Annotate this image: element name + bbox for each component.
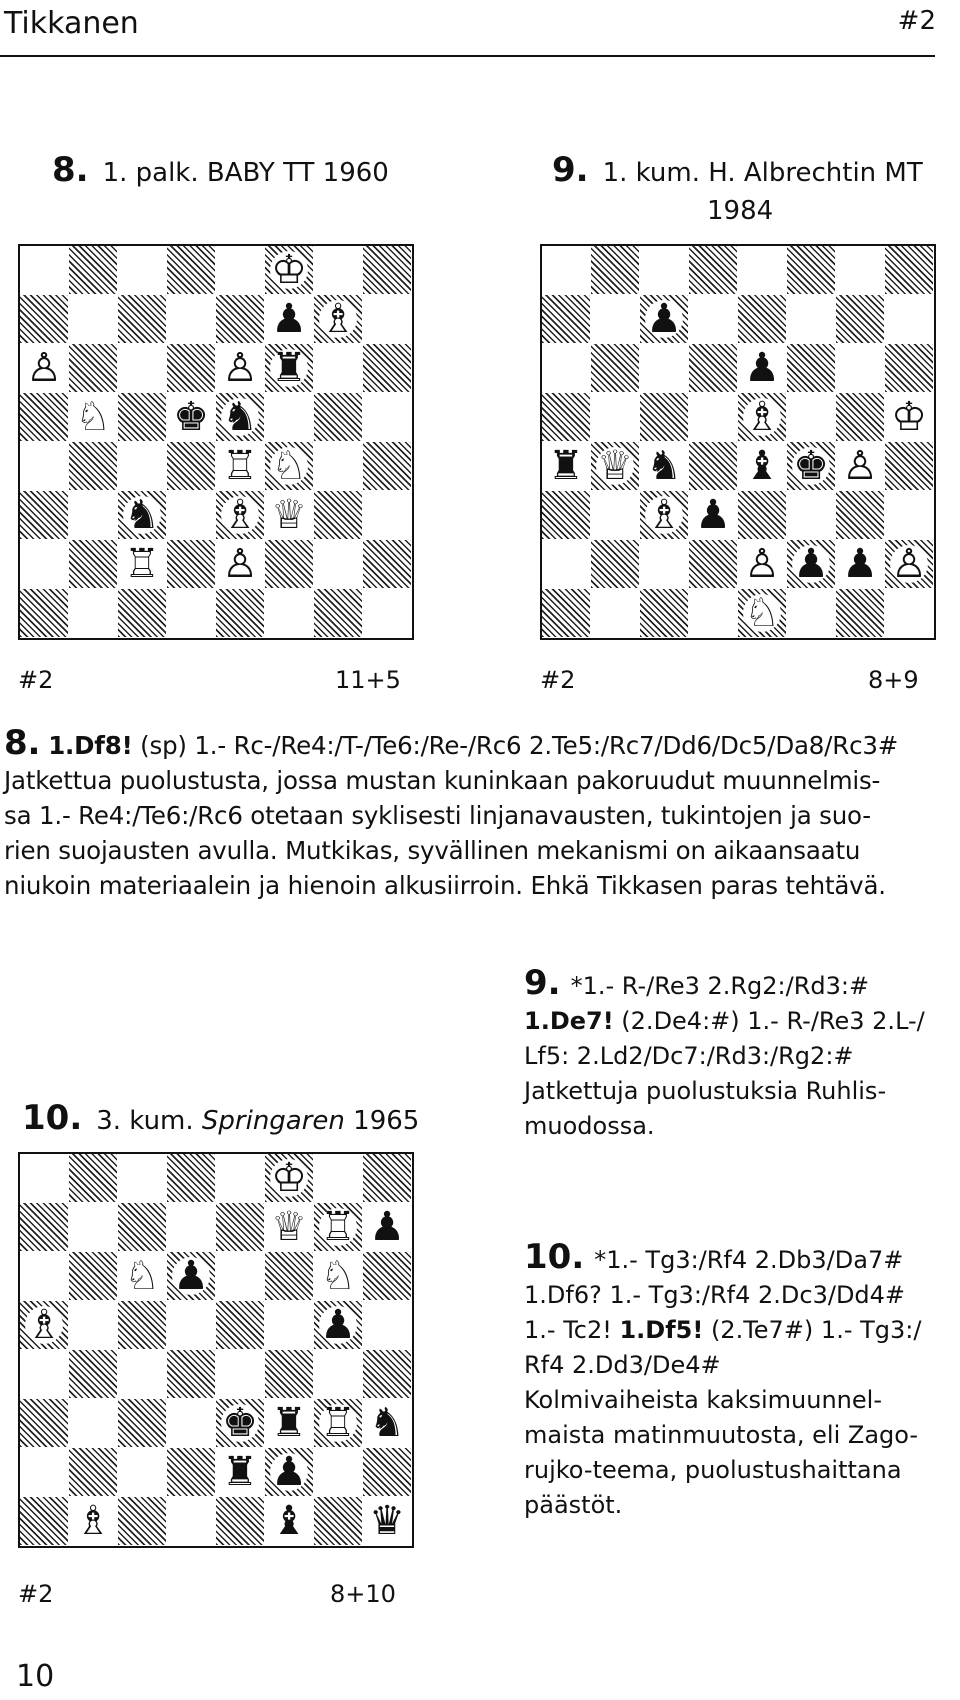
white-knight-icon: ♘ [320, 1253, 356, 1299]
solution-8-line2: Jatkettua puolustusta, jossa mustan kuninkaan pakoruudut muunnelmis- [4, 766, 881, 795]
board-square [118, 393, 166, 441]
solution-10-key: 1.Df5! [619, 1316, 704, 1344]
header-rule [0, 55, 935, 57]
solution-10-line6: maista matinmuutosta, eli Zago- [524, 1421, 919, 1449]
problem-10-award-prefix: 3. kum. [96, 1106, 194, 1136]
solution-8-line1-text: (sp) 1.- Rc-/Re4:/T-/Te6:/Re-/Rc6 2.Te5:/Rc7/Dd6/Dc5/Da8/Rc3# [132, 731, 899, 760]
board-square [640, 246, 688, 294]
white-knight-icon: ♘ [744, 590, 780, 636]
board-square [167, 491, 215, 539]
board-square [885, 295, 933, 343]
solution-8-key: 1.Df8! [48, 731, 133, 760]
board-square [118, 246, 166, 294]
solution-8-number: 8. [4, 723, 41, 763]
white-queen-icon: ♕ [271, 492, 307, 538]
black-queen-icon: ♛ [369, 1498, 405, 1544]
board-square [118, 1154, 166, 1202]
board-square [167, 1448, 215, 1496]
white-pawn-icon: ♙ [222, 345, 258, 391]
board-square [216, 1252, 264, 1300]
board-square [20, 1203, 68, 1251]
black-king-icon: ♚ [222, 1400, 258, 1446]
board-square [20, 1497, 68, 1545]
board-square [167, 246, 215, 294]
white-rook-icon: ♖ [222, 443, 258, 489]
board-square [118, 1497, 166, 1545]
solution-10-line1 [524, 1237, 936, 1278]
board-square [69, 589, 117, 637]
board-square [118, 295, 166, 343]
board-square [542, 295, 590, 343]
solution-10-number: 10. [524, 1237, 585, 1277]
board-square [314, 589, 362, 637]
solution-8-line3: sa 1.- Re4:/Te6:/Rc6 otetaan syklisesti linjanavausten, tukintojen ja suo- [4, 801, 871, 830]
board-square [69, 1350, 117, 1398]
board-square [689, 246, 737, 294]
black-pawn-icon: ♟ [646, 296, 682, 342]
board-square [640, 393, 688, 441]
problem-9-award: 1. kum. H. Albrechtin MT [602, 158, 923, 188]
board-square [836, 589, 884, 637]
board-square [689, 540, 737, 588]
board-square [20, 1399, 68, 1447]
chessboard-problem-8 [18, 244, 414, 640]
board-square [314, 442, 362, 490]
white-bishop-icon: ♗ [646, 492, 682, 538]
board-square [69, 1203, 117, 1251]
white-knight-icon: ♘ [75, 394, 111, 440]
board-square [69, 1252, 117, 1300]
board-square [69, 1448, 117, 1496]
black-pawn-icon: ♟ [271, 296, 307, 342]
solution-8-line5: niukoin materiaalein ja hienoin alkusiirroin. Ehkä Tikkasen paras tehtävä. [4, 871, 886, 900]
board-square [363, 295, 411, 343]
white-king-icon: ♔ [271, 247, 307, 293]
black-pawn-icon: ♟ [320, 1302, 356, 1348]
board-square [167, 540, 215, 588]
board-square [167, 1154, 215, 1202]
problem-9-number: 9. [552, 150, 589, 190]
board-square [591, 344, 639, 392]
white-pawn-icon: ♙ [842, 443, 878, 489]
board-square [167, 442, 215, 490]
board-square [542, 589, 590, 637]
board-square [118, 1399, 166, 1447]
board-square [216, 1350, 264, 1398]
board-square [216, 1301, 264, 1349]
board-square [363, 1252, 411, 1300]
problem-10-material: 8+10 [330, 1580, 396, 1608]
board-square [591, 393, 639, 441]
solution-10-line3 [524, 1313, 936, 1348]
white-pawn-icon: ♙ [744, 541, 780, 587]
board-square [689, 442, 737, 490]
board-square [314, 540, 362, 588]
white-bishop-icon: ♗ [320, 296, 356, 342]
board-square [640, 344, 688, 392]
board-square [640, 540, 688, 588]
black-rook-icon: ♜ [271, 345, 307, 391]
board-square [542, 491, 590, 539]
board-square [787, 295, 835, 343]
black-pawn-icon: ♟ [173, 1253, 209, 1299]
board-square [118, 1448, 166, 1496]
board-square [363, 589, 411, 637]
board-square [363, 540, 411, 588]
board-square [836, 295, 884, 343]
white-rook-icon: ♖ [320, 1400, 356, 1446]
board-square [118, 589, 166, 637]
black-rook-icon: ♜ [222, 1449, 258, 1495]
board-square [787, 491, 835, 539]
solution-10-line4: Rf4 2.Dd3/De4# [524, 1351, 721, 1379]
black-rook-icon: ♜ [548, 443, 584, 489]
solution-10-line2: 1.Df6? 1.- Tg3:/Rf4 2.Dc3/Dd4# [524, 1281, 906, 1309]
board-square [216, 246, 264, 294]
black-pawn-icon: ♟ [744, 345, 780, 391]
solution-10-line5: Kolmivaiheista kaksimuunnel- [524, 1386, 882, 1414]
board-square [314, 1448, 362, 1496]
board-square [167, 295, 215, 343]
board-square [363, 442, 411, 490]
board-square [265, 1350, 313, 1398]
board-square [265, 1252, 313, 1300]
board-square [542, 393, 590, 441]
board-square [167, 1399, 215, 1447]
board-square [265, 589, 313, 637]
board-square [20, 1252, 68, 1300]
board-square [118, 1301, 166, 1349]
board-square [363, 344, 411, 392]
black-knight-icon: ♞ [222, 394, 258, 440]
black-bishop-icon: ♝ [744, 443, 780, 489]
board-square [20, 491, 68, 539]
white-pawn-icon: ♙ [891, 541, 927, 587]
white-rook-icon: ♖ [320, 1204, 356, 1250]
board-square [689, 344, 737, 392]
board-square [787, 589, 835, 637]
problem-9-heading [552, 150, 923, 190]
board-square [787, 393, 835, 441]
board-square [314, 1497, 362, 1545]
black-pawn-icon: ♟ [695, 492, 731, 538]
board-square [836, 491, 884, 539]
board-square [69, 1399, 117, 1447]
board-square [69, 295, 117, 343]
board-square [542, 344, 590, 392]
solution-10 [524, 1237, 936, 1523]
board-square [167, 1203, 215, 1251]
board-square [69, 246, 117, 294]
running-page-ref: #2 [897, 6, 936, 36]
board-square [738, 246, 786, 294]
board-square [167, 344, 215, 392]
white-knight-icon: ♘ [271, 443, 307, 489]
white-bishop-icon: ♗ [26, 1302, 62, 1348]
black-pawn-icon: ♟ [793, 541, 829, 587]
white-bishop-icon: ♗ [744, 394, 780, 440]
board-square [20, 589, 68, 637]
board-square [216, 1497, 264, 1545]
black-knight-icon: ♞ [646, 443, 682, 489]
board-square [20, 1448, 68, 1496]
board-square [69, 491, 117, 539]
board-square [265, 540, 313, 588]
board-square [542, 246, 590, 294]
problem-10-award-source: Springaren [201, 1106, 345, 1136]
board-square [314, 1154, 362, 1202]
board-square [787, 344, 835, 392]
board-square [167, 1350, 215, 1398]
white-knight-icon: ♘ [124, 1253, 160, 1299]
solution-10-line8: päästöt. [524, 1491, 623, 1519]
board-square [363, 393, 411, 441]
black-knight-icon: ♞ [369, 1400, 405, 1446]
board-square [689, 393, 737, 441]
board-square [885, 344, 933, 392]
problem-10-stipulation: #2 [18, 1580, 54, 1608]
board-square [542, 540, 590, 588]
board-square [216, 1203, 264, 1251]
black-king-icon: ♚ [173, 394, 209, 440]
board-square [836, 393, 884, 441]
board-square [20, 442, 68, 490]
problem-9-stipulation: #2 [540, 666, 576, 694]
board-square [216, 295, 264, 343]
solution-10-line3-b: (2.Te7#) 1.- Tg3:/ [703, 1316, 922, 1344]
solution-10-line3-a: 1.- Tc2! [524, 1316, 620, 1344]
board-square [591, 589, 639, 637]
solution-8-line4: rien suojausten avulla. Mutkikas, syvällinen mekanismi on aikaansaatu [4, 836, 861, 865]
solution-10-line1-text: *1.- Tg3:/Rf4 2.Db3/Da7# [594, 1246, 904, 1274]
solution-9 [524, 963, 936, 1144]
problem-8-number: 8. [52, 150, 89, 190]
board-square [836, 344, 884, 392]
board-square [314, 491, 362, 539]
white-rook-icon: ♖ [124, 541, 160, 587]
solution-9-line1-text: *1.- R-/Re3 2.Rg2:/Rd3:# [570, 972, 870, 1000]
chessboard-problem-10 [18, 1152, 414, 1548]
solution-9-line2-text: (2.De4:#) 1.- R-/Re3 2.L-/ [613, 1007, 925, 1035]
board-square [69, 1301, 117, 1349]
board-square [265, 393, 313, 441]
board-square [118, 442, 166, 490]
black-pawn-icon: ♟ [842, 541, 878, 587]
black-rook-icon: ♜ [271, 1400, 307, 1446]
board-square [640, 589, 688, 637]
white-bishop-icon: ♗ [222, 492, 258, 538]
white-bishop-icon: ♗ [75, 1498, 111, 1544]
black-pawn-icon: ♟ [369, 1204, 405, 1250]
problem-9-material: 8+9 [868, 666, 919, 694]
problem-10-award-year: 1965 [353, 1106, 420, 1136]
board-square [738, 295, 786, 343]
solution-9-line4: Jatkettuja puolustuksia Ruhlis- [524, 1077, 887, 1105]
solution-9-line5: muodossa. [524, 1112, 655, 1140]
board-square [20, 1154, 68, 1202]
white-queen-icon: ♕ [597, 443, 633, 489]
black-knight-icon: ♞ [124, 492, 160, 538]
board-square [591, 246, 639, 294]
black-bishop-icon: ♝ [271, 1498, 307, 1544]
board-square [363, 1154, 411, 1202]
board-square [20, 540, 68, 588]
chessboard-problem-9 [540, 244, 936, 640]
board-square [118, 344, 166, 392]
white-pawn-icon: ♙ [26, 345, 62, 391]
black-king-icon: ♚ [793, 443, 829, 489]
board-square [118, 1350, 166, 1398]
board-square [20, 246, 68, 294]
solution-9-line2 [524, 1004, 936, 1039]
board-square [265, 1301, 313, 1349]
board-square [167, 589, 215, 637]
board-square [363, 1350, 411, 1398]
board-square [689, 589, 737, 637]
board-square [216, 1154, 264, 1202]
board-square [591, 540, 639, 588]
problem-8-heading [52, 150, 389, 190]
board-square [363, 246, 411, 294]
board-square [69, 442, 117, 490]
board-square [689, 295, 737, 343]
running-title: Tikkanen [4, 6, 139, 41]
solution-9-key: 1.De7! [524, 1007, 614, 1035]
board-square [738, 491, 786, 539]
board-square [787, 246, 835, 294]
board-square [314, 1350, 362, 1398]
problem-9-award-year: 1984 [707, 196, 774, 226]
board-square [885, 246, 933, 294]
board-square [885, 589, 933, 637]
problem-10-heading [22, 1098, 419, 1138]
board-square [118, 1203, 166, 1251]
problem-8-material: 11+5 [335, 666, 401, 694]
solution-10-line7: rujko-teema, puolustushaittana [524, 1456, 902, 1484]
problem-8-award: 1. palk. BABY TT 1960 [102, 158, 389, 188]
board-square [363, 1448, 411, 1496]
board-square [836, 246, 884, 294]
board-square [216, 589, 264, 637]
board-square [20, 295, 68, 343]
board-square [591, 295, 639, 343]
page-number: 10 [16, 1659, 55, 1694]
white-queen-icon: ♕ [271, 1204, 307, 1250]
white-king-icon: ♔ [271, 1155, 307, 1201]
problem-10-number: 10. [22, 1098, 83, 1138]
board-square [167, 1497, 215, 1545]
solution-8-line1 [4, 723, 934, 763]
board-square [69, 1154, 117, 1202]
board-square [69, 540, 117, 588]
board-square [885, 442, 933, 490]
board-square [363, 491, 411, 539]
board-square [363, 1301, 411, 1349]
black-pawn-icon: ♟ [271, 1449, 307, 1495]
board-square [69, 344, 117, 392]
board-square [314, 246, 362, 294]
board-square [167, 1301, 215, 1349]
board-square [591, 491, 639, 539]
solution-9-line1 [524, 963, 936, 1004]
board-square [20, 1350, 68, 1398]
board-square [314, 393, 362, 441]
solution-9-line3: Lf5: 2.Ld2/Dc7:/Rd3:/Rg2:# [524, 1042, 854, 1070]
board-square [20, 393, 68, 441]
board-square [885, 491, 933, 539]
board-square [314, 344, 362, 392]
solution-8 [4, 723, 934, 903]
solution-9-number: 9. [524, 963, 561, 1003]
white-pawn-icon: ♙ [222, 541, 258, 587]
white-king-icon: ♔ [891, 394, 927, 440]
problem-8-stipulation: #2 [18, 666, 54, 694]
